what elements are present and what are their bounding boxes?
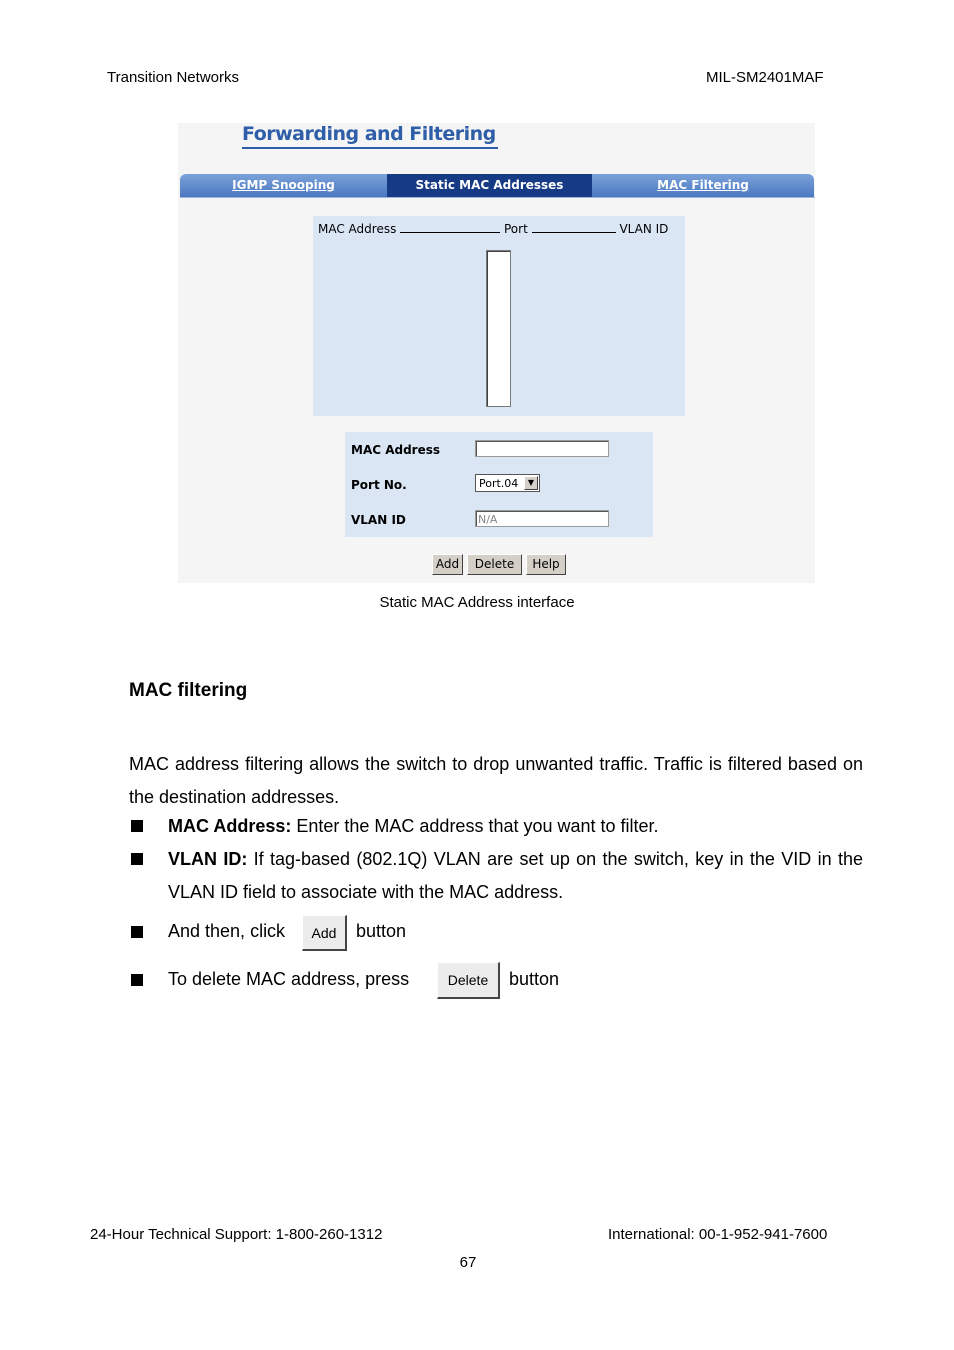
mac-list-panel bbox=[313, 216, 685, 416]
chevron-down-icon[interactable]: ▼ bbox=[524, 476, 538, 490]
list-header-port: Port bbox=[504, 222, 528, 236]
bullet-click-add-before: And then, click bbox=[168, 921, 286, 941]
header-right: MIL-SM2401MAF bbox=[706, 69, 824, 86]
mac-address-label: MAC Address bbox=[351, 443, 441, 457]
tab-static-mac-addresses[interactable]: Static MAC Addresses bbox=[387, 174, 592, 197]
delete-button[interactable]: Delete bbox=[467, 554, 522, 575]
mac-address-input[interactable] bbox=[475, 440, 609, 457]
bullet-text: Enter the MAC address that you want to filter. bbox=[291, 816, 659, 836]
bullet-square bbox=[131, 820, 143, 832]
add-button-inline: Add bbox=[302, 915, 347, 951]
static-mac-screenshot bbox=[178, 123, 815, 583]
title-underline bbox=[242, 147, 498, 149]
page-number: 67 bbox=[459, 1254, 477, 1271]
figure-caption: Static MAC Address interface bbox=[379, 594, 575, 611]
list-header bbox=[318, 222, 668, 236]
vlan-id-input[interactable]: N/A bbox=[475, 510, 609, 527]
tab-mac-filtering[interactable]: MAC Filtering bbox=[592, 174, 814, 197]
list-header-vlan: VLAN ID bbox=[619, 222, 669, 236]
port-no-label: Port No. bbox=[351, 478, 407, 492]
page-title: Forwarding and Filtering bbox=[242, 123, 496, 145]
section-heading: MAC filtering bbox=[129, 680, 248, 701]
add-button[interactable]: Add bbox=[432, 554, 463, 575]
bullet-square bbox=[131, 926, 143, 938]
port-select[interactable] bbox=[475, 474, 540, 492]
section-paragraph: MAC address filtering allows the switch to drop unwanted traffic. Traffic is filtered based on the destination addresses. bbox=[129, 754, 863, 807]
bullet-delete-after: button bbox=[509, 969, 560, 989]
tab-igmp-snooping[interactable]: IGMP Snooping bbox=[180, 174, 387, 197]
footer-support: 24-Hour Technical Support: 1-800-260-1312 bbox=[90, 1226, 383, 1243]
bullet-delete-before: To delete MAC address, press bbox=[168, 969, 410, 989]
bullet-square bbox=[131, 974, 143, 986]
bullet-square bbox=[131, 853, 143, 865]
bullet-text: If tag-based (802.1Q) VLAN are set up on the switch, key in the VID in the VLAN ID field to associate with the MAC address. bbox=[168, 849, 863, 902]
header-left: Transition Networks bbox=[107, 69, 239, 86]
tab-bar bbox=[180, 174, 812, 197]
bullet-term: VLAN ID: bbox=[168, 849, 248, 869]
port-select-value: Port.04 bbox=[479, 477, 519, 490]
bullet-term: MAC Address: bbox=[168, 816, 292, 836]
bullet-mac-address bbox=[168, 810, 863, 843]
vlan-id-label: VLAN ID bbox=[351, 513, 406, 527]
help-button[interactable]: Help bbox=[526, 554, 566, 575]
mac-entry-form bbox=[345, 432, 653, 537]
bullet-click-add-after: button bbox=[356, 921, 407, 941]
delete-button-inline: Delete bbox=[437, 962, 500, 999]
tab-underline bbox=[180, 197, 815, 198]
list-header-mac: MAC Address bbox=[318, 222, 397, 236]
mac-address-listbox[interactable] bbox=[486, 250, 511, 407]
footer-international: International: 00-1-952-941-7600 bbox=[608, 1226, 828, 1243]
bullet-vlan-id bbox=[168, 843, 863, 909]
